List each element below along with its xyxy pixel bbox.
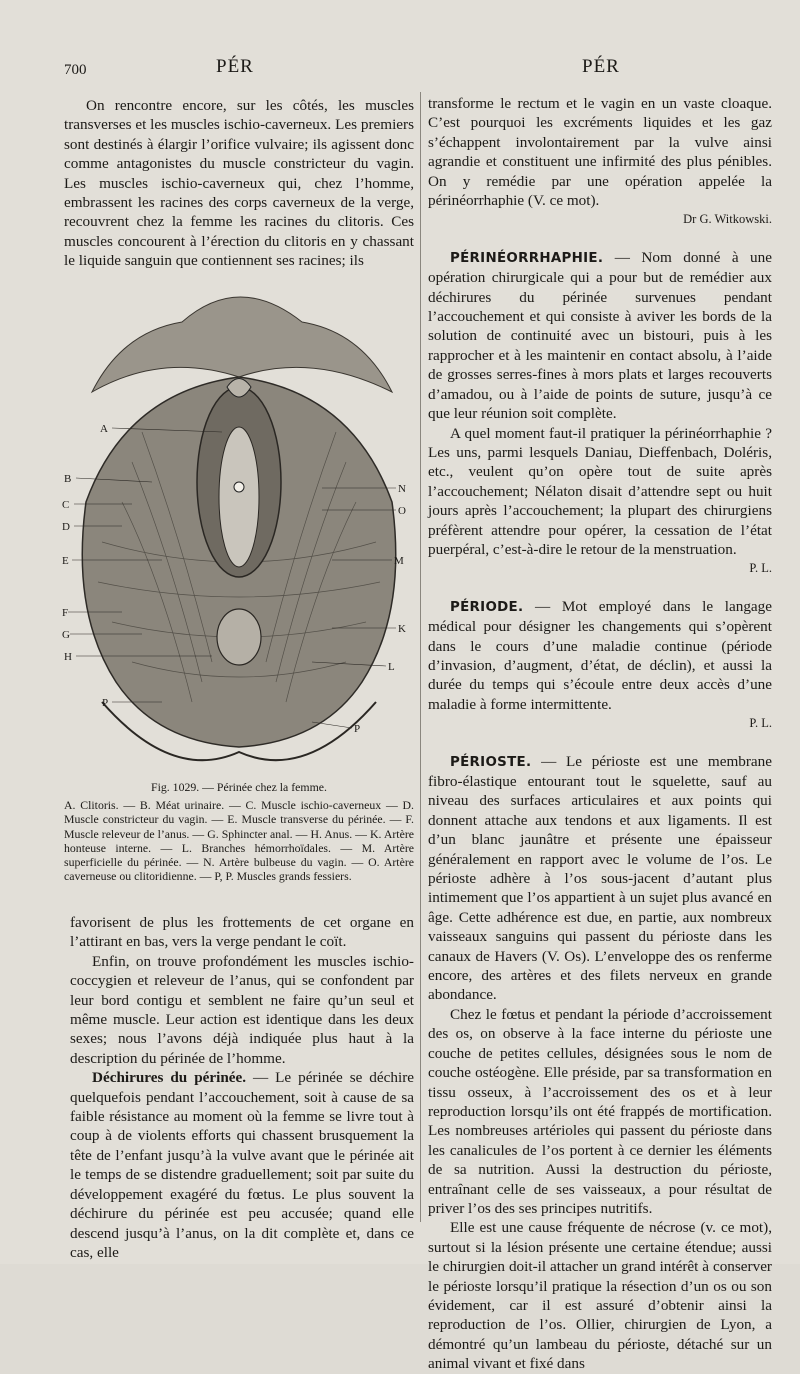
perineorrhaphie-timing: A quel moment faut-il pratiquer la périnéorrhaphie ? Les uns, parmi lesquels Daniau, Dieffenbach, Doléris, etc., veulent qu’on opère tout de suite après l’accouchement; Nélaton disait d’attendre sept ou huit jours après l’accouchement; la plupart des chirurgiens préfèrent attendre pour opérer, la cessation de l’état puerpéral, c’est-à-dire le retour de la menstruation. — [428, 424, 772, 558]
perioste-definition: — Le périoste est une membrane fibro-élastique entourant tout le squelette, sauf au niveau des surfaces articulaires et aux points qui donnent attache aux tendons et aux ligaments. Il est d’un blanc jaunâtre et présente une épaisseur généralement en rapport avec le volume de l’os. Le périoste adhère à l’os sous-jacent d’autant plus intimement que l’os appartient à un sujet plus avancé en âge. Cette adhérence est due, en partie, aux nombreux vaisseaux sanguins qui passent du périoste dans les canaux de Havers (V. Os). L’enveloppe des os renferme encore, des artères et des filets nerveux en grande abondance. — [428, 752, 772, 1004]
perioste-necrose: Elle est une cause fréquente de nécrose (v. ce mot), surtout si la lésion présente une certaine étendue; aussi le chirurgien doit-il attacher un grand intérêt à conserver le périoste lorsqu’il pratique la résection d’un os ou son évidement, car il est assuré d’obtenir ainsi la reproduction de l’os. Ollier, chirurgien de Lyon, a démontré qu’un lambeau du périoste, détaché sur un animal vivant et fixé dans — [428, 1219, 772, 1373]
figure-caption — [64, 780, 414, 883]
label-p-left: P — [102, 697, 109, 709]
title-perineorrhaphie: PÉRINÉORRHAPHIE. — [450, 250, 604, 266]
signature-witkowski: Dr G. Witkowski. — [683, 212, 772, 227]
caption-title: Fig. 1029. — Périnée chez la femme. — [151, 780, 327, 794]
paragraph-frottements: favorisent de plus les frottements de cet organe en l’attirant en bas, vers la verge pendant le coït. — [70, 914, 414, 951]
periode-definition: — Mot employé dans le langage médical pour désigner les changements qui s’opèrent dans le cours d’une maladie continue (période d’invasion, d’augment, d’état, de déclin), et aussi la durée du temps qui s’écoule entre deux accès d’une maladie à forme intermittente. — [428, 597, 772, 713]
signature-pl-1: P. L. — [749, 561, 772, 576]
dechirures-heading: Déchirures du périnée. — [92, 1069, 247, 1087]
paragraph-enfin: Enfin, on trouve profondément les muscles ischio-coccygien et releveur de l’anus, qui se confondent par leur bord contigu et semblent ne faire qu’un seul et même muscle. Leur action est identique dans les deux sexes; nous l’avons déjà indiquée plus haut à la description du périnée de l’homme. — [70, 952, 414, 1067]
label-p-right: P — [354, 723, 361, 735]
entry-periode — [428, 597, 772, 714]
label-f: F — [62, 607, 69, 619]
label-c: C — [62, 499, 70, 511]
label-m: M — [394, 555, 404, 567]
label-d: D — [62, 521, 70, 533]
column-divider — [420, 92, 421, 1222]
paragraph-muscles: On rencontre encore, sur les côtés, les muscles transverses et les muscles ischio-caverneux. Les premiers sont destinés à élargir l’orifice vulvaire; ils agissent donc comme antagonistes du muscle constricteur du vagin. Les muscles ischio-caverneux qui, chez l’homme, embrassent les racines des corps caverneux de la verge, recouvrent chez la femme les racines du clitoris. Ces muscles concourent à l’érection du clitoris en y chassant le liquide sanguin que contiennent ses racines; ils — [64, 97, 414, 270]
left-column-top — [64, 96, 414, 271]
dechirures-text: — Le périnée se déchire quelquefois pendant l’accouchement, soit à cause de sa faible résistance au moment où la femme se livre tout à coup à de violents efforts qui chassent brusquement la tête de l’enfant jusqu’à la vulve avant que le périnée ait le temps de se distendre graduellement; soit par suite du développement exagéré du fœtus. Le plus souvent la déchirure du périnée est peu accusée; quand elle descend jusqu’à l’anus, on la dit complète et, dans ce cas, elle — [70, 1069, 414, 1261]
label-h: H — [64, 651, 72, 663]
label-b: B — [64, 473, 72, 485]
running-head-right: PÉR — [582, 56, 620, 77]
right-column — [428, 94, 772, 1374]
entry-perioste — [428, 752, 772, 1005]
signature-pl-2: P. L. — [749, 716, 772, 731]
anatomical-figure — [62, 282, 416, 782]
label-a: A — [100, 423, 108, 435]
perioste-foetus: Chez le fœtus et pendant la période d’accroissement des os, on observe à la face interne du périoste une couche de petites cellules, désignées sous le nom de couche ostéogène. Elle préside, par sa transformation en tissu osseux, à l’accroissement des os et à leur reproduction lorsqu’ils ont été frappés de mortification. Les nombreuses artérioles qui passent du périoste dans les canalicules de l’os portent à ce dernier les éléments de sa nutrition. Aussi la destruction du périoste, entraînant celle de ses vaisseaux, a pour résultat de priver l’os des ses principes nutritifs. — [428, 1005, 772, 1217]
label-e: E — [62, 555, 69, 567]
title-periode: PÉRIODE. — [450, 599, 524, 615]
running-head-left: PÉR — [216, 56, 254, 77]
paragraph-dechirures — [70, 1068, 414, 1262]
caption-legend: A. Clitoris. — B. Méat urinaire. — C. Muscle ischio-caverneux — D. Muscle constricteur du vagin. — E. Muscle transverse du périnée. — F. Muscle releveur de l’anus. — G. Sphincter anal. — H. Anus. — K. Artère honteuse interne. — L. Branches hémorrhoïdales. — M. Artère superficielle du périnée. — N. Artère bulbeuse du vagin. — O. Artère caverneuse ou clitoridienne. — P, P. Muscles grands fessiers. — [64, 798, 414, 884]
entry-perineorrhaphie — [428, 248, 772, 424]
vaginal-orifice — [219, 427, 259, 567]
paragraph-cloaque: transforme le rectum et le vagin en un vaste cloaque. C’est pourquoi les excréments liquides et les gaz s’échappent involontairement par la vulve ainsi agrandie et constituent une infirmité des plus pénibles. On y remédie par une opération appelée la périnéorrhaphie (V. ce mot). — [428, 95, 772, 210]
label-n: N — [398, 483, 406, 495]
urethral-meatus — [234, 482, 244, 492]
perineorrhaphie-definition: — Nom donné à une opération chirurgicale qui a pour but de remédier aux déchirures du périnée survenues pendant l’accouchement et qui consiste à aviver les bords de la solution de continuité avec un bistouri, puis à les rapprocher et à les maintenir en contact absolu, à l’aide de grosses serres-fines à mors plats et larges recouverts d’amadou, ou à l’aide de points de suture, jusqu’à ce que leur réunion soit complète. — [428, 248, 772, 423]
label-l: L — [388, 661, 395, 673]
anus — [217, 609, 261, 665]
label-g: G — [62, 629, 70, 641]
left-column-bottom — [70, 913, 414, 1262]
title-perioste: PÉRIOSTE. — [450, 754, 532, 770]
label-o: O — [398, 505, 406, 517]
label-k: K — [398, 623, 406, 635]
page-number: 700 — [64, 62, 87, 78]
perineum-engraving — [62, 282, 416, 782]
